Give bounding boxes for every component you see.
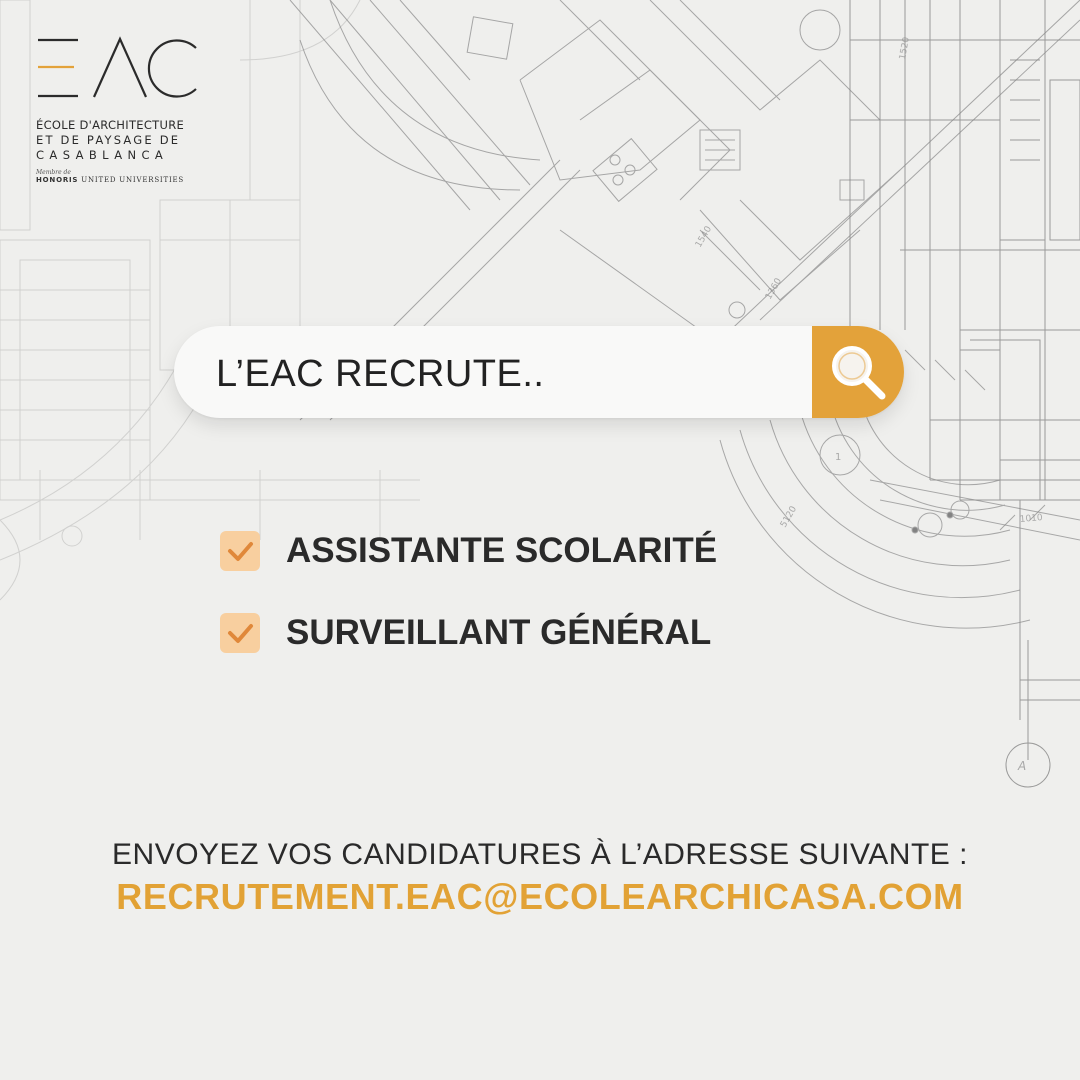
svg-text:5120: 5120 (778, 504, 800, 530)
logo-honoris-bold: HONORIS (36, 176, 79, 184)
logo-honoris-rest: UNITED UNIVERSITIES (78, 176, 185, 184)
job-label: SURVEILLANT GÉNÉRAL (286, 613, 712, 652)
logo-member-label: Membre de (36, 169, 71, 176)
magnifier-icon (812, 326, 904, 418)
check-icon (220, 531, 260, 571)
svg-text:1540: 1540 (693, 224, 715, 250)
svg-text:1: 1 (835, 452, 842, 463)
eac-logo-mark (36, 34, 206, 104)
job-label: ASSISTANTE SCOLARITÉ (286, 531, 718, 570)
logo-school-name-line2: ET DE PAYSAGE DE (36, 133, 181, 147)
svg-text:1010: 1010 (1019, 513, 1044, 525)
logo-school-name-line1: ÉCOLE D'ARCHITECTURE (36, 118, 185, 132)
recruitment-email-link[interactable]: RECRUTEMENT.EAC@ECOLEARCHICASA.COM (116, 876, 964, 917)
search-bar[interactable] (174, 326, 904, 418)
application-instruction: ENVOYEZ VOS CANDIDATURES À L’ADRESSE SUIVANTE : (112, 838, 968, 871)
eac-logo-text (36, 118, 206, 184)
svg-text:1520: 1520 (898, 36, 912, 61)
logo-school-name-line3: CASABLANCA (36, 148, 169, 162)
search-bar-text: L’EAC RECRUTE.. (216, 353, 545, 395)
svg-text:1360: 1360 (763, 276, 785, 302)
svg-text:A: A (1018, 759, 1027, 773)
logo-honoris-label (36, 176, 206, 184)
check-icon (220, 613, 260, 653)
search-button[interactable] (812, 326, 904, 418)
